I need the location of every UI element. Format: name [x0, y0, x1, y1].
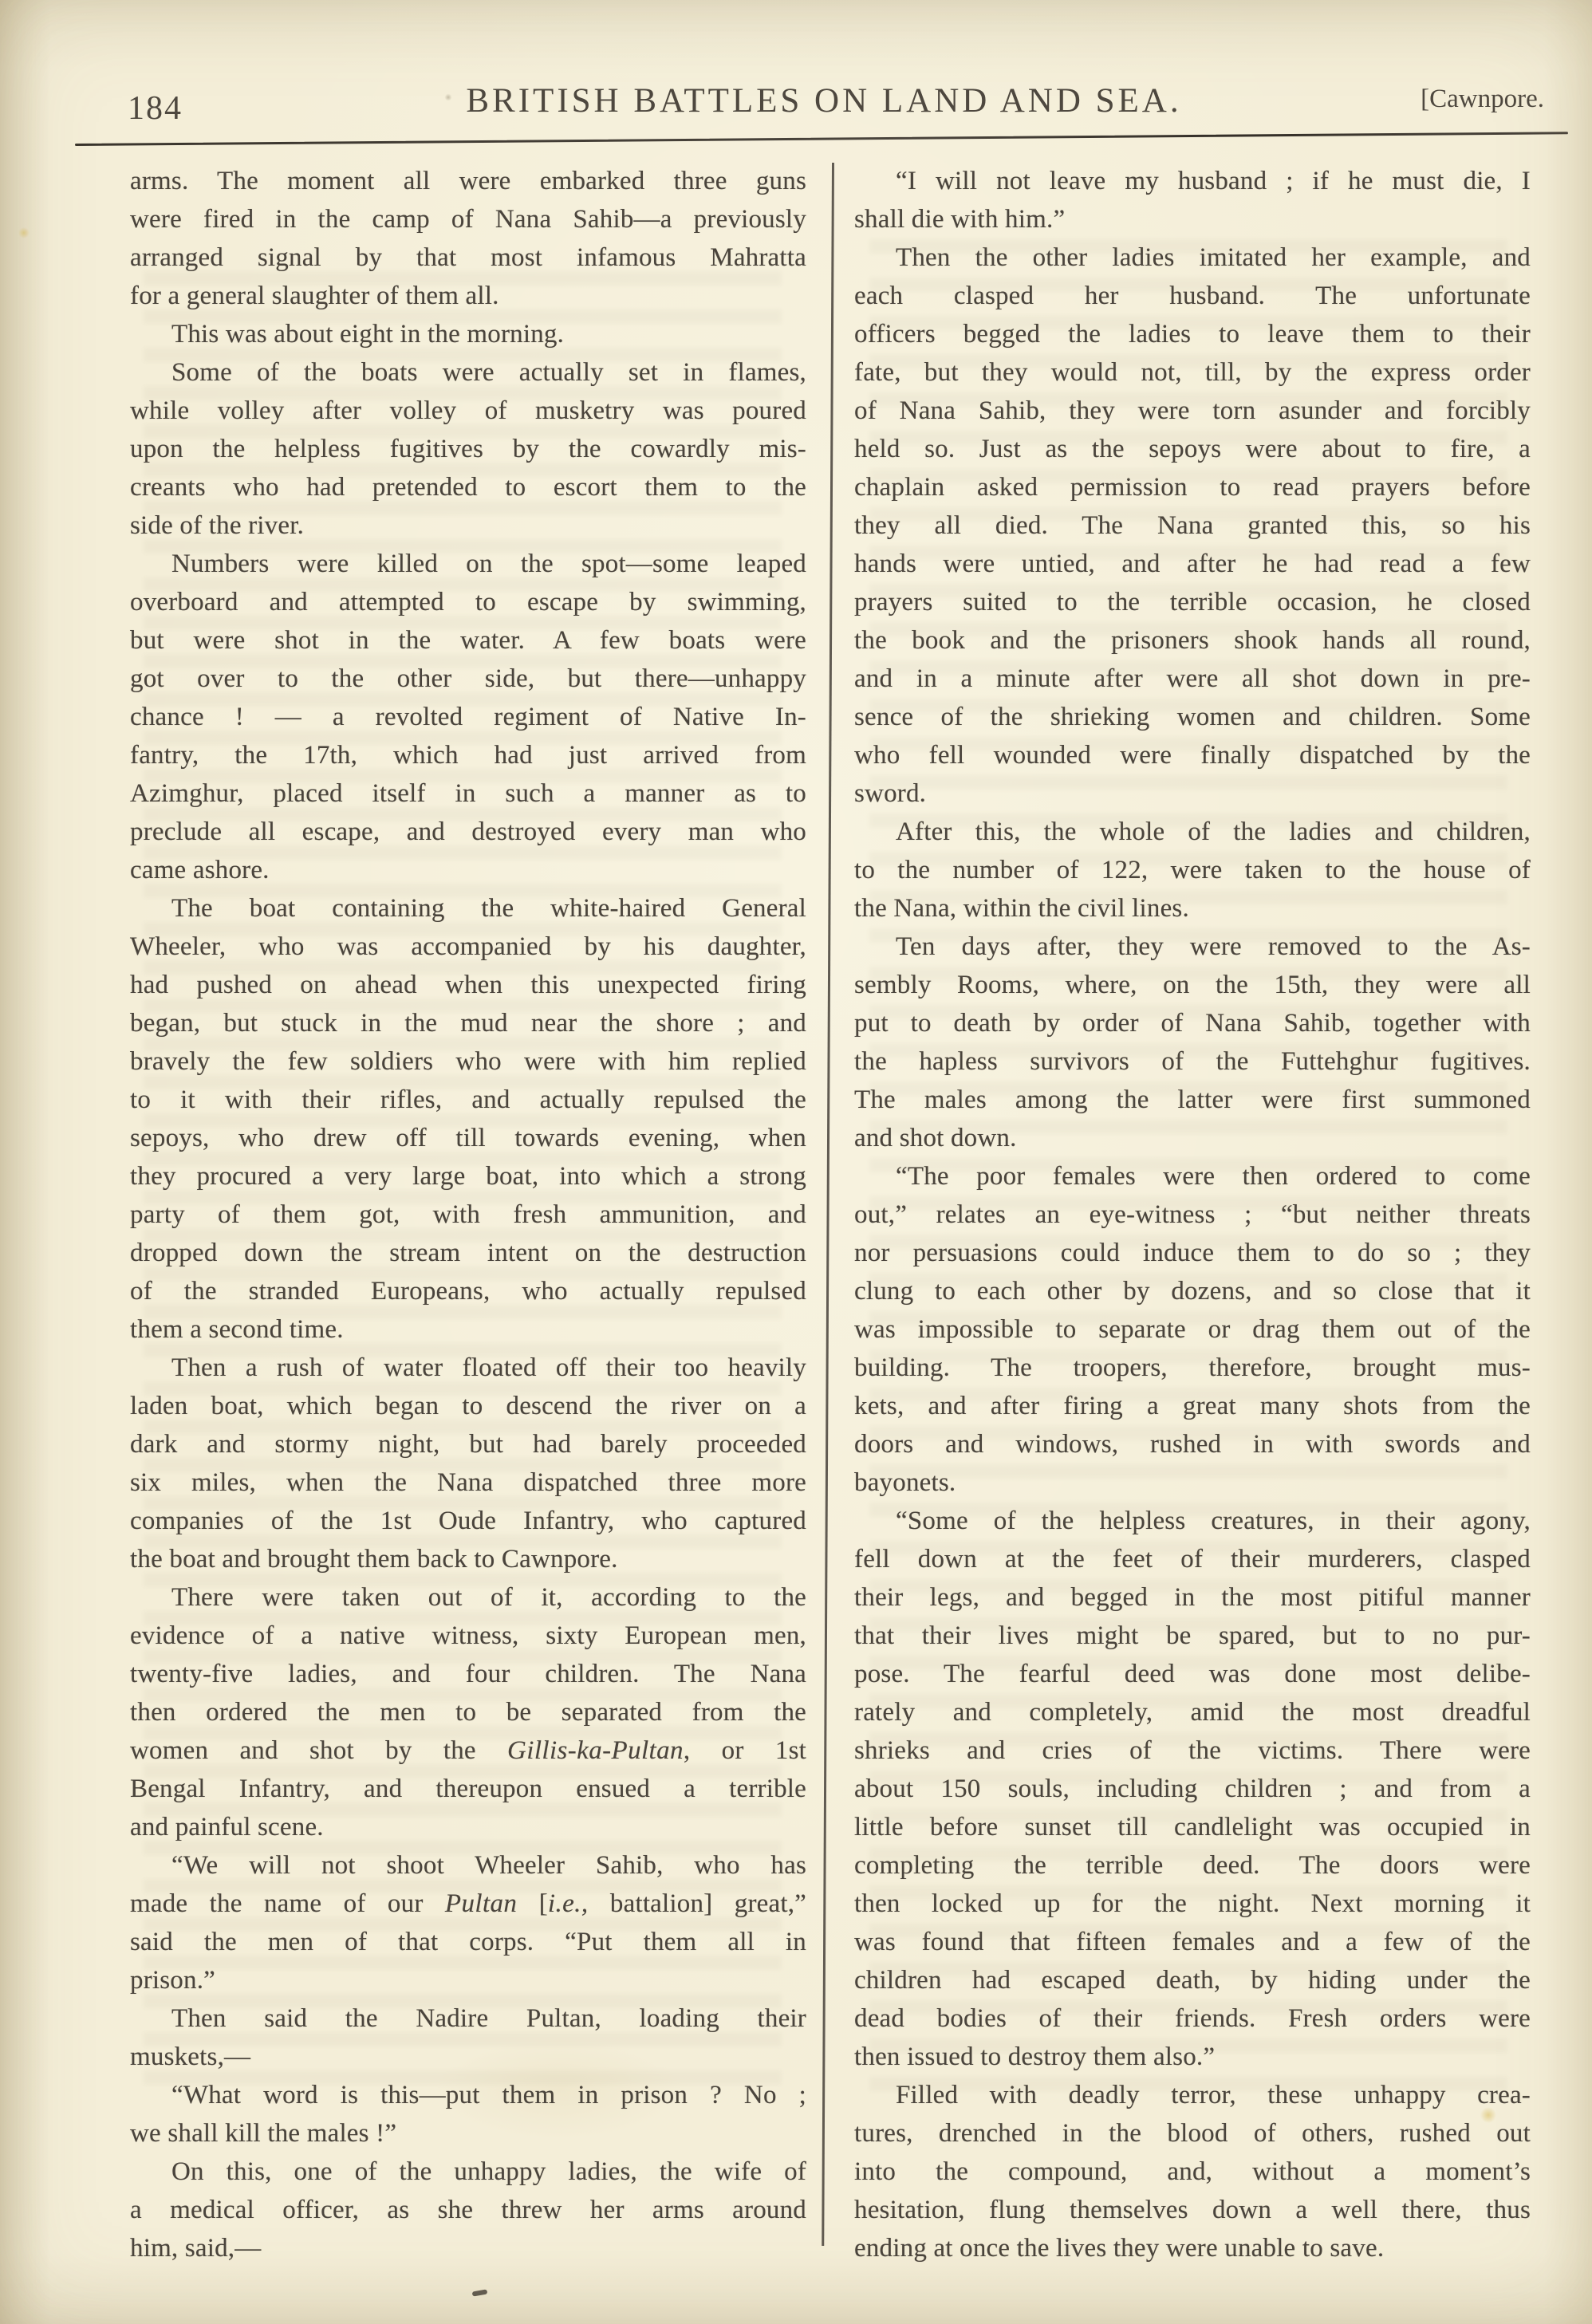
- text-line: and painful scene.: [130, 1813, 324, 1841]
- text-line: then issued to destroy them also.”: [854, 2042, 1216, 2071]
- text-line: The boat containing the white-haired General: [171, 894, 806, 923]
- text-line: their legs, and begged in the most pitiful manner: [854, 1583, 1531, 1612]
- text-line: sepoys, who drew off till towards evening, when: [130, 1124, 806, 1152]
- text-line: twenty-five ladies, and four children. The Nana: [130, 1660, 806, 1688]
- text-line: Wheeler, who was accompanied by his daughter,: [130, 932, 806, 961]
- text-column-left: [130, 162, 806, 2267]
- text-line: officers begged the ladies to leave them to their: [854, 320, 1531, 349]
- text-line: bayonets.: [854, 1468, 956, 1497]
- text-line: laden boat, which began to descend the river on a: [130, 1392, 806, 1420]
- text-line: doors and windows, rushed in with swords and: [854, 1430, 1531, 1459]
- text-line: shall die with him.”: [854, 205, 1066, 234]
- text-line: but were shot in the water. A few boats were: [130, 626, 806, 655]
- text-line: held so. Just as the sepoys were about to fire, a: [854, 435, 1531, 463]
- text-line: of Nana Sahib, they were torn asunder and forcibly: [854, 396, 1531, 425]
- text-line: had pushed on ahead when this unexpected firing: [130, 971, 806, 999]
- text-line: evidence of a native witness, sixty European men,: [130, 1621, 806, 1650]
- text-line: then ordered the men to be separated from the: [130, 1698, 806, 1727]
- text-line: out,” relates an eye-witness ; “but neither threats: [854, 1200, 1531, 1229]
- text-line: was impossible to separate or drag them out of the: [854, 1315, 1531, 1344]
- text-line: “What word is this—put them in prison ? No ;: [171, 2081, 806, 2109]
- text-line: creants who had pretended to escort them to the: [130, 473, 806, 502]
- text-line: tures, drenched in the blood of others, rushed out: [854, 2119, 1531, 2148]
- text-line: we shall kill the males !”: [130, 2119, 397, 2148]
- text-line: pose. The fearful deed was done most delibe-: [854, 1660, 1531, 1688]
- text-line: arms. The moment all were embarked three guns: [130, 167, 806, 195]
- text-line: the book and the prisoners shook hands all round,: [854, 626, 1531, 655]
- text-line: put to death by order of Nana Sahib, together with: [854, 1009, 1531, 1038]
- text-line: Then said the Nadire Pultan, loading their: [171, 2004, 806, 2033]
- paragraph: [130, 1349, 806, 1578]
- text-line: for a general slaughter of them all.: [130, 282, 499, 310]
- text-line: a medical officer, as she threw her arms around: [130, 2196, 806, 2224]
- text-line: them a second time.: [130, 1315, 344, 1344]
- text-line: Azimghur, placed itself in such a manner as to: [130, 779, 806, 808]
- text-line: him, said,—: [130, 2234, 262, 2263]
- text-line: side of the river.: [130, 511, 305, 540]
- text-line: that their lives might be spared, but to no pur-: [854, 1621, 1531, 1650]
- text-line: women and shot by the Gillis-ka-Pultan, or 1st: [130, 1736, 806, 1765]
- paragraph: [854, 1502, 1531, 2076]
- paragraph: [854, 238, 1531, 813]
- text-line: This was about eight in the morning.: [171, 320, 565, 349]
- text-line: building. The troopers, therefore, brought mus-: [854, 1353, 1531, 1382]
- paragraph: [854, 813, 1531, 928]
- text-line: came ashore.: [130, 856, 270, 884]
- text-line: completing the terrible deed. The doors were: [854, 1851, 1531, 1880]
- text-line: dead bodies of their friends. Fresh orders were: [854, 2004, 1531, 2033]
- text-line: On this, one of the unhappy ladies, the wife of: [171, 2157, 806, 2186]
- text-line: prayers suited to the terrible occasion, he closed: [854, 588, 1531, 616]
- paragraph: [130, 545, 806, 889]
- text-line: The males among the latter were first summoned: [854, 1085, 1531, 1114]
- text-line: got over to the other side, but there—unhappy: [130, 664, 806, 693]
- text-line: Filled with deadly terror, these unhappy crea-: [896, 2081, 1531, 2109]
- text-line: “The poor females were then ordered to come: [896, 1162, 1531, 1191]
- paragraph: [130, 1999, 806, 2076]
- text-line: about 150 souls, including children ; and from a: [854, 1775, 1531, 1803]
- text-line: dark and stormy night, but had barely proceeded: [130, 1430, 806, 1459]
- text-line: Then the other ladies imitated her example, and: [896, 243, 1531, 272]
- column-divider: [822, 163, 833, 2246]
- paragraph: [854, 162, 1531, 238]
- text-line: fell down at the feet of their murderers, clasped: [854, 1545, 1531, 1574]
- paragraph: [854, 928, 1531, 1157]
- text-line: of the stranded Europeans, who actually repulsed: [130, 1277, 806, 1306]
- text-line: hesitation, flung themselves down a well there, thus: [854, 2196, 1531, 2224]
- text-line: children had escaped death, by hiding under the: [854, 1966, 1531, 1995]
- paragraph: [130, 315, 806, 353]
- text-column-right: [854, 162, 1531, 2267]
- text-line: Numbers were killed on the spot—some leaped: [171, 549, 806, 578]
- text-line: upon the helpless fugitives by the cowardly mis-: [130, 435, 806, 463]
- paragraph: [130, 1846, 806, 1999]
- text-line: said the men of that corps. “Put them all in: [130, 1928, 806, 1956]
- text-line: chaplain asked permission to read prayers before: [854, 473, 1531, 502]
- text-line: Ten days after, they were removed to the As-: [896, 932, 1531, 961]
- text-line: to it with their rifles, and actually repulsed the: [130, 1085, 806, 1114]
- text-line: the Nana, within the civil lines.: [854, 894, 1189, 923]
- paragraph: [130, 1578, 806, 1846]
- text-line: they all died. The Nana granted this, so his: [854, 511, 1531, 540]
- text-line: sence of the shrieking women and children. Some: [854, 703, 1531, 731]
- text-line: and shot down.: [854, 1124, 1017, 1152]
- header-rule: [75, 132, 1568, 146]
- text-line: to the number of 122, were taken to the house of: [854, 856, 1531, 884]
- text-line: chance ! — a revolted regiment of Native In-: [130, 703, 806, 731]
- paragraph: [130, 889, 806, 1349]
- text-line: dropped down the stream intent on the destruction: [130, 1239, 806, 1267]
- text-line: There were taken out of it, according to the: [171, 1583, 806, 1612]
- text-line: party of them got, with fresh ammunition, and: [130, 1200, 806, 1229]
- text-line: muskets,—: [130, 2042, 251, 2071]
- text-line: After this, the whole of the ladies and children,: [896, 817, 1531, 846]
- text-line: made the name of our Pultan [i.e., battalion] great,”: [130, 1889, 807, 1918]
- margin-note-chapter: [Cawnpore.: [1421, 85, 1544, 113]
- text-line: six miles, when the Nana dispatched three more: [130, 1468, 806, 1497]
- text-line: nor persuasions could induce them to do so ; they: [854, 1239, 1531, 1267]
- paragraph: [854, 1157, 1531, 1502]
- text-line: was found that fifteen females and a few of the: [854, 1928, 1531, 1956]
- text-line: sword.: [854, 779, 927, 808]
- text-line: who fell wounded were finally dispatched by the: [854, 741, 1531, 770]
- text-line: sembly Rooms, where, on the 15th, they were all: [854, 971, 1531, 999]
- text-line: the hapless survivors of the Futtehghur fugitives.: [854, 1047, 1531, 1076]
- text-line: the boat and brought them back to Cawnpore.: [130, 1545, 618, 1574]
- text-line: “We will not shoot Wheeler Sahib, who has: [171, 1851, 806, 1880]
- text-line: “Some of the helpless creatures, in their agony,: [896, 1507, 1531, 1535]
- text-line: fate, but they would not, till, by the express order: [854, 358, 1531, 387]
- text-line: into the compound, and, without a moment’s: [854, 2157, 1531, 2186]
- paragraph: [130, 2076, 806, 2153]
- paragraph: [130, 353, 806, 545]
- text-line: while volley after volley of musketry was poured: [130, 396, 806, 425]
- text-line: then locked up for the night. Next morning it: [854, 1889, 1531, 1918]
- text-line: shrieks and cries of the victims. There were: [854, 1736, 1531, 1765]
- paragraph: [130, 2153, 806, 2267]
- text-line: Some of the boats were actually set in flames,: [171, 358, 806, 387]
- paragraph: [854, 2076, 1531, 2267]
- text-line: overboard and attempted to escape by swimming,: [130, 588, 806, 616]
- text-line: arranged signal by that most infamous Mahratta: [130, 243, 806, 272]
- text-line: kets, and after firing a great many shots from the: [854, 1392, 1531, 1420]
- text-line: rately and completely, amid the most dreadful: [854, 1698, 1531, 1727]
- ink-smudge: [472, 2289, 488, 2296]
- text-line: each clasped her husband. The unfortunate: [854, 282, 1531, 310]
- text-line: preclude all escape, and destroyed every man who: [130, 817, 806, 846]
- text-line: clung to each other by dozens, and so close that it: [854, 1277, 1531, 1306]
- text-line: little before sunset till candlelight was occupied in: [854, 1813, 1531, 1841]
- text-line: began, but stuck in the mud near the shore ; and: [130, 1009, 806, 1038]
- text-line: Bengal Infantry, and thereupon ensued a terrible: [130, 1775, 806, 1803]
- text-line: bravely the few soldiers who were with him replied: [130, 1047, 806, 1076]
- text-line: and in a minute after were all shot down in pre-: [854, 664, 1531, 693]
- text-line: Then a rush of water floated off their too heavily: [171, 1353, 806, 1382]
- page-number: 184: [128, 90, 183, 127]
- text-line: prison.”: [130, 1966, 215, 1995]
- paragraph: [130, 162, 806, 315]
- text-line: fantry, the 17th, which had just arrived from: [130, 741, 806, 770]
- running-title: BRITISH BATTLES ON LAND AND SEA.: [466, 82, 1182, 120]
- text-line: ending at once the lives they were unable to save.: [854, 2234, 1385, 2263]
- text-line: companies of the 1st Oude Infantry, who captured: [130, 1507, 806, 1535]
- text-line: they procured a very large boat, into which a strong: [130, 1162, 806, 1191]
- text-line: “I will not leave my husband ; if he must die, I: [896, 167, 1531, 195]
- text-line: were fired in the camp of Nana Sahib—a previously: [130, 205, 806, 234]
- text-line: hands were untied, and after he had read a few: [854, 549, 1531, 578]
